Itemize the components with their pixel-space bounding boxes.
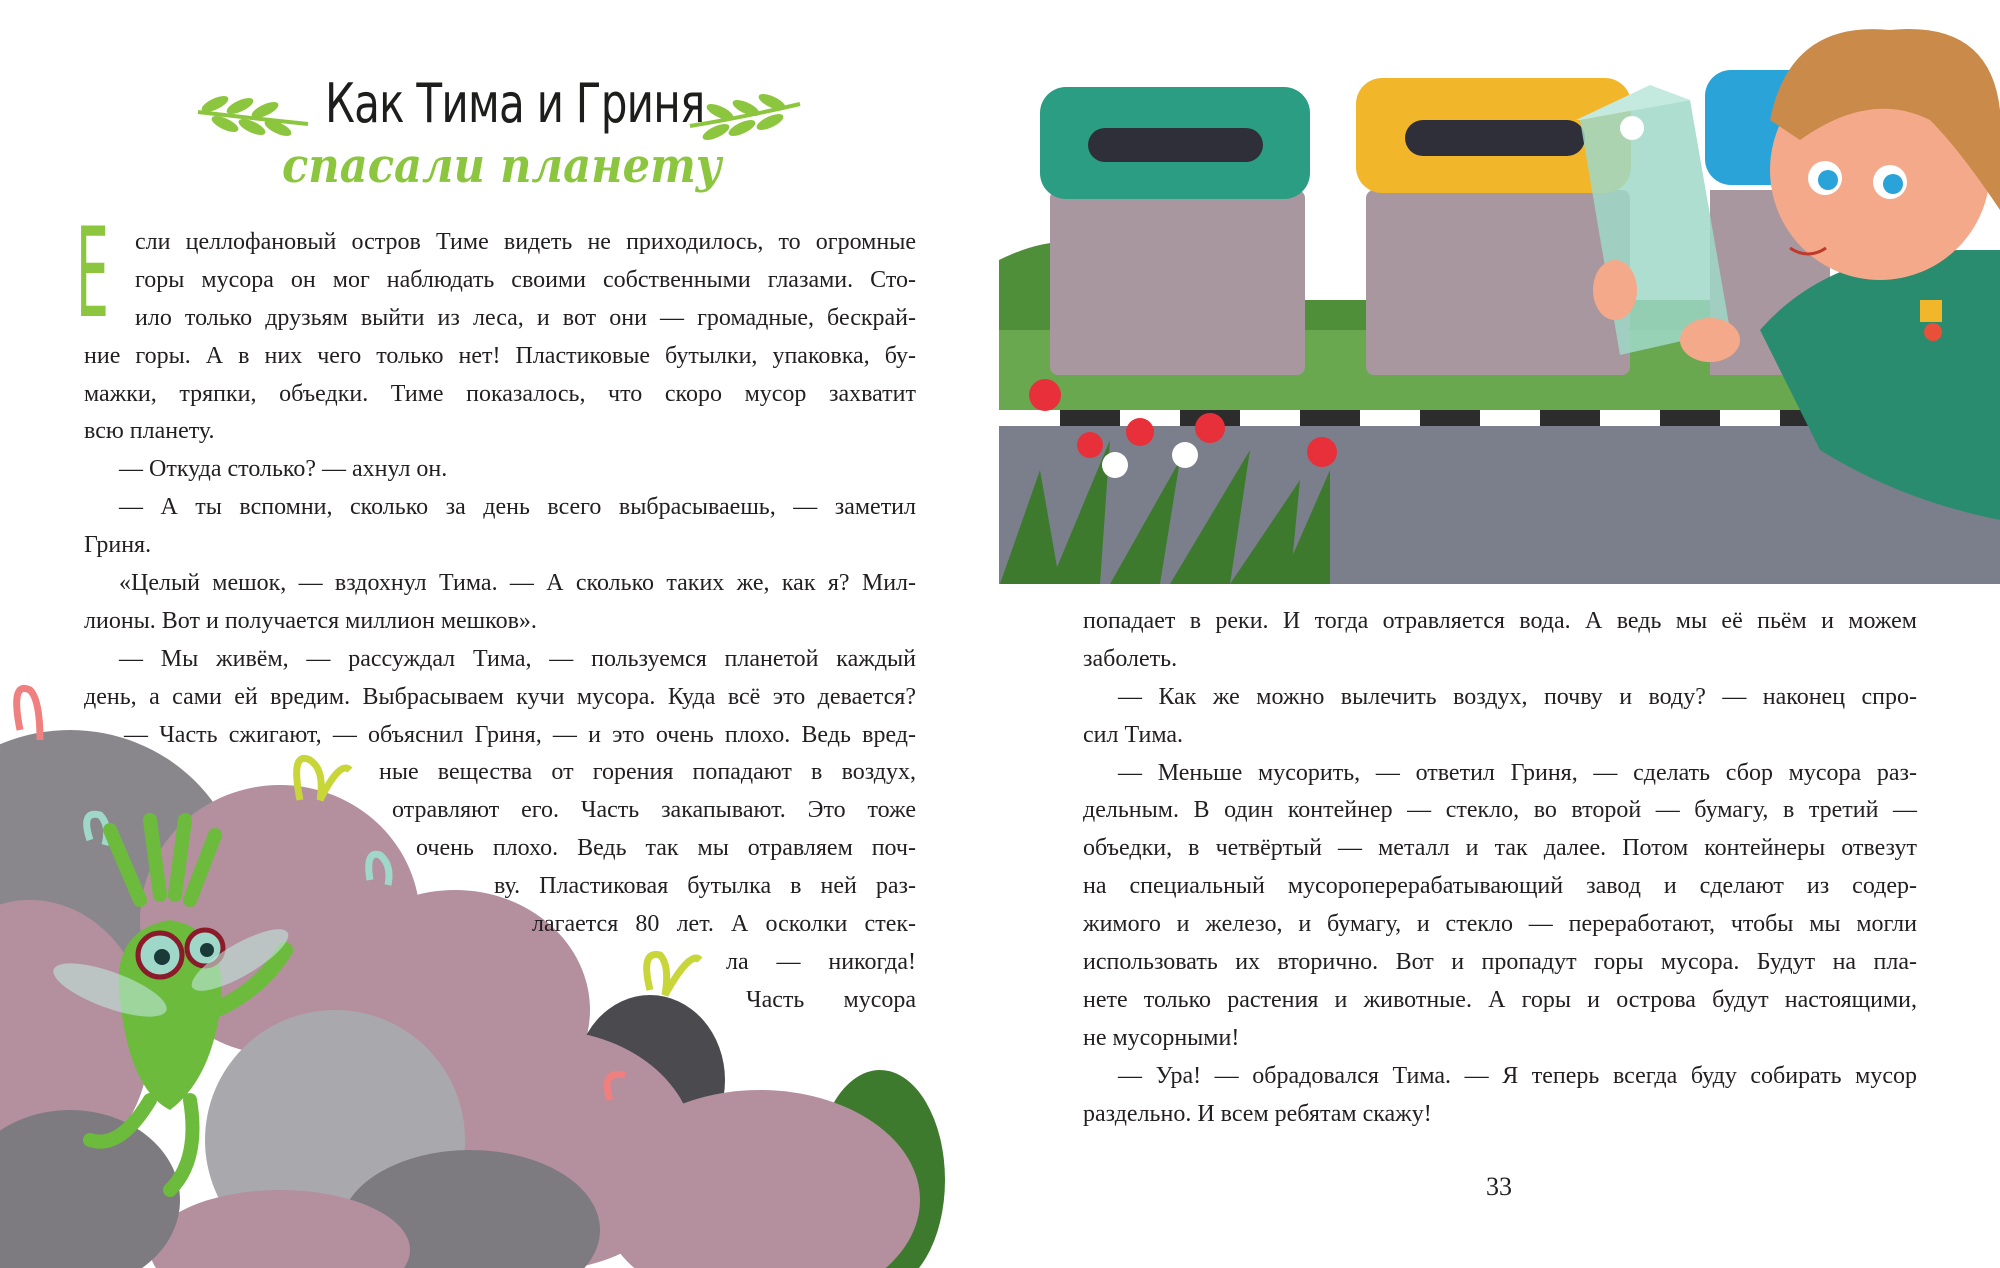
text-line: ило только друзьям выйти из леса, и вот они — громадные, бескрай- — [135, 304, 916, 331]
text-line: всю планету. — [84, 418, 215, 445]
text-line: заболеть. — [1083, 645, 1178, 672]
text-line: на специальный мусороперерабатывающий завод и сделают из содер- — [1083, 873, 1917, 900]
page-title: Как Тима и Гриня — [325, 72, 705, 135]
text-line: горы мусора он мог наблюдать своими собственными глазами. Сто- — [135, 266, 916, 293]
text-line: дельным. В один контейнер — стекло, во второй — бумагу, в третий — — [1083, 797, 1917, 824]
drop-cap: Е — [76, 202, 109, 346]
page-subtitle: спасали планету — [282, 138, 722, 194]
text-line: ные вещества от горения попадают в воздух, — [379, 759, 916, 786]
text-line: жимого и железо, и бумагу, и стекло — переработают, чтобы мы могли — [1083, 911, 1917, 938]
text-line: Гриня. — [84, 532, 152, 559]
text-line: ву. Пластиковая бутылка в ней раз- — [494, 873, 916, 900]
right-page-text — [1083, 603, 1917, 1133]
text-line: не мусорными! — [1083, 1024, 1240, 1051]
text-line: отравляют его. Часть закапывают. Это тоже — [392, 797, 916, 824]
text-line: ние горы. А в них чего только нет! Пластиковые бутылки, упаковка, бу- — [84, 342, 916, 369]
left-page-text — [84, 224, 916, 1020]
leaf-ornament-left-icon — [198, 94, 308, 139]
text-line: день, а сами ей вредим. Выбрасываем кучи мусора. Куда всё это девается? — [84, 683, 916, 710]
text-line: — Ура! — обрадовался Тима. — Я теперь всегда буду собирать мусор — [1118, 1062, 1917, 1089]
text-line: Часть мусора — [746, 986, 916, 1013]
text-line: объедки, в четвёртый — металл и так далее. Потом контейнеры отвезут — [1083, 835, 1917, 862]
text-line: — Меньше мусорить, — ответил Гриня, — сделать сбор мусора раз- — [1118, 759, 1917, 786]
text-line: мажки, тряпки, объедки. Тиме показалось, что скоро мусор захватит — [84, 380, 916, 407]
text-line: лагается 80 лет. А осколки стек- — [532, 911, 916, 938]
text-line: — А ты вспомни, сколько за день всего выбрасываешь, — заметил — [119, 494, 916, 521]
recycling-bins-illustration — [999, 0, 2000, 584]
text-line: — Как же можно вылечить воздух, почву и воду? — наконец спро- — [1118, 683, 1917, 710]
text-line: — Часть сжигают, — объяснил Гриня, — и это очень плохо. Ведь вред- — [124, 721, 916, 748]
text-line: сил Тима. — [1083, 721, 1184, 748]
text-line: «Целый мешок, — вздохнул Тима. — А сколько таких же, как я? Мил- — [119, 570, 916, 597]
page-number: 33 — [1486, 1172, 1512, 1201]
text-line: нете только растения и животные. А горы и острова будут настоящими, — [1083, 986, 1917, 1013]
text-line: использовать их вторично. Вот и пропадут горы мусора. Будут на пла- — [1083, 949, 1917, 976]
text-line: раздельно. И всем ребятам скажу! — [1083, 1100, 1432, 1127]
text-line: — Мы живём, — рассуждал Тима, — пользуемся планетой каждый — [119, 645, 916, 672]
text-line: очень плохо. Ведь так мы отравляем поч- — [416, 835, 916, 862]
leaf-ornament-right-icon — [690, 92, 800, 143]
text-line: лионы. Вот и получается миллион мешков». — [84, 607, 537, 634]
text-line: — Откуда столько? — ахнул он. — [119, 456, 448, 483]
text-line: сли целлофановый остров Тиме видеть не приходилось, то огромные — [135, 229, 916, 255]
text-line: попадает в реки. И тогда отравляется вода. А ведь мы её пьём и можем — [1083, 608, 1917, 634]
text-line: ла — никогда! — [726, 948, 916, 975]
